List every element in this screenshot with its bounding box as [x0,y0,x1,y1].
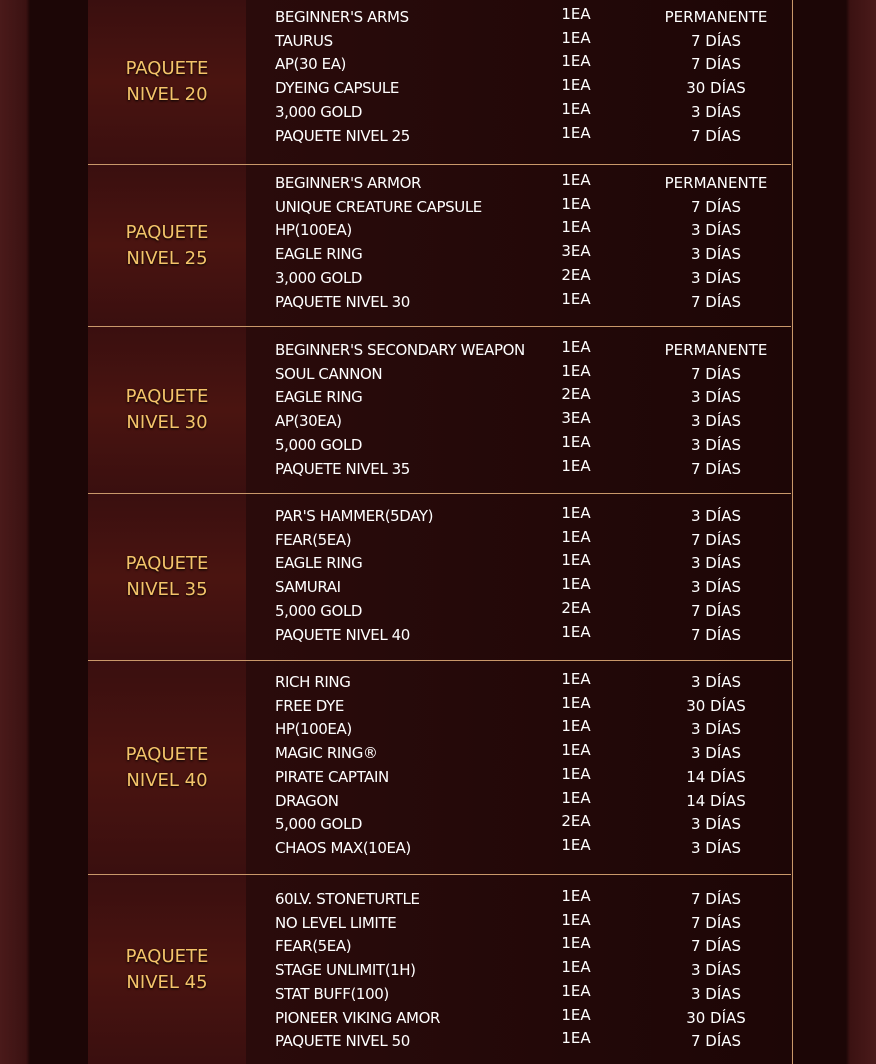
item-name: EAGLE RING [275,554,363,573]
package-label-line2: NIVEL 20 [126,84,208,105]
item-name: EAGLE RING [275,388,363,407]
item-row [246,28,791,56]
item-name: RICH RING [275,673,351,691]
item-quantity: 2EA [561,385,591,404]
item-row [246,99,791,127]
item-quantity: 1EA [561,456,591,475]
item-duration: 7 DÍAS [690,31,742,50]
item-row [246,123,791,151]
item-quantity: 1EA [561,764,591,783]
item-name: TAURUS [275,31,333,50]
package-items [246,327,791,493]
item-row [246,76,791,103]
item-name: PAQUETE NIVEL 30 [275,292,410,311]
item-name: DYEING CAPSULE [275,79,399,98]
item-duration: 3 DÍAS [690,507,742,525]
package-label-line1: PAQUETE [125,221,209,243]
item-row [246,887,791,914]
item-name: 60LV. STONETURTLE [275,890,420,908]
item-name: AP(30 EA) [275,55,347,74]
package-label-line2: NIVEL 40 [126,769,208,791]
item-quantity: 2EA [561,812,591,831]
item-duration: 3 DÍAS [690,578,742,597]
item-name: UNIQUE CREATURE CAPSULE [275,197,482,216]
item-quantity: 1EA [561,551,591,570]
item-row [246,361,791,389]
item-row [246,5,791,32]
item-row [246,218,791,245]
package-items [246,165,791,326]
package-label-line2: NIVEL 45 [126,971,208,993]
item-name: PAQUETE NIVEL 50 [275,1032,410,1051]
item-name: SOUL CANNON [275,364,383,383]
package-label-line1: PAQUETE [125,743,209,765]
item-duration: 7 DÍAS [690,55,742,74]
item-quantity: 3EA [561,242,591,261]
item-duration: 3 DÍAS [690,102,742,121]
item-row [246,171,791,198]
item-quantity: 1EA [561,835,591,854]
item-duration: 3 DÍAS [690,388,742,407]
item-duration: 7 DÍAS [690,913,742,932]
item-quantity: 1EA [561,338,591,356]
item-name: PAQUETE NIVEL 35 [275,459,410,478]
item-quantity: 1EA [561,887,591,905]
item-quantity: 1EA [561,934,591,953]
item-quantity: 2EA [561,265,591,284]
item-duration: 30 DÍAS [686,79,746,98]
package-label-line2: NIVEL 35 [126,579,208,600]
item-duration: 14 DÍAS [686,767,746,786]
item-row [246,432,791,460]
item-name: FREE DYE [275,696,344,715]
package-label-cell [88,0,246,164]
item-name: STAT BUFF(100) [275,984,389,1003]
item-row [246,551,791,578]
item-quantity: 1EA [561,788,591,807]
item-name: FEAR(5EA) [275,530,352,549]
item-quantity: 1EA [561,693,591,712]
item-name: 5,000 GOLD [275,815,363,834]
item-row [246,693,791,721]
item-quantity: 1EA [561,194,591,213]
item-name: PIRATE CAPTAIN [275,767,389,786]
package-label-line2: NIVEL 30 [126,412,208,433]
item-duration: 3 DÍAS [690,815,742,834]
item-duration: 3 DÍAS [690,744,742,763]
item-row [246,622,791,650]
item-row [246,788,791,816]
item-quantity: 1EA [561,218,591,237]
item-row [246,527,791,555]
item-row [246,741,791,768]
item-row [246,52,791,79]
item-row [246,598,791,626]
item-row [246,504,791,531]
item-quantity: 2EA [561,598,591,617]
item-duration: 3 DÍAS [690,435,742,454]
item-quantity: 1EA [561,910,591,929]
item-row [246,456,791,484]
package-section [88,660,791,874]
package-items [246,494,791,660]
item-duration: 3 DÍAS [690,961,742,980]
item-row [246,385,791,412]
item-name: 5,000 GOLD [275,601,363,620]
item-row [246,409,791,436]
item-duration: 7 DÍAS [690,625,742,644]
item-row [246,812,791,839]
package-label-cell [88,327,246,493]
package-label [126,220,209,272]
item-quantity: 1EA [561,432,591,451]
item-duration: PERMANENTE [664,8,768,26]
item-row [246,958,791,985]
item-duration: PERMANENTE [664,341,768,359]
package-label-cell [88,165,246,326]
item-quantity: 1EA [561,575,591,594]
item-name: PAQUETE NIVEL 40 [275,625,410,644]
item-row [246,289,791,317]
package-section [88,493,791,660]
package-label [126,551,209,603]
item-duration: 3 DÍAS [690,984,742,1003]
item-quantity: 1EA [561,289,591,308]
item-row [246,670,791,697]
package-items [246,0,791,164]
package-section [88,164,791,326]
package-label-line2: NIVEL 25 [126,247,208,269]
item-quantity: 1EA [561,123,591,142]
item-duration: 7 DÍAS [690,197,742,216]
package-label-line1: PAQUETE [125,945,209,967]
package-items [246,661,791,874]
item-duration: 14 DÍAS [686,791,746,810]
item-duration: 3 DÍAS [690,838,742,857]
item-duration: 7 DÍAS [690,601,742,620]
item-name: STAGE UNLIMIT(1H) [275,961,416,980]
package-label-cell [88,875,246,1064]
item-duration: PERMANENTE [664,174,768,192]
item-quantity: 1EA [561,76,591,95]
item-duration: 7 DÍAS [690,364,742,383]
item-name: PAQUETE NIVEL 25 [275,126,410,145]
item-quantity: 1EA [561,5,591,23]
item-name: SAMURAI [275,578,341,597]
item-row [246,717,791,744]
item-duration: 7 DÍAS [690,890,742,908]
package-label-line1: PAQUETE [125,553,209,574]
item-duration: 3 DÍAS [690,673,742,691]
item-quantity: 1EA [561,52,591,71]
item-name: PIONEER VIKING AMOR [275,1008,441,1027]
item-name: HP(100EA) [275,221,352,240]
item-duration: 3 DÍAS [690,412,742,431]
item-duration: 30 DÍAS [686,696,746,715]
item-duration: 3 DÍAS [690,720,742,739]
item-quantity: 1EA [561,527,591,546]
item-duration: 7 DÍAS [690,1032,742,1051]
item-quantity: 1EA [561,670,591,688]
item-duration: 7 DÍAS [690,126,742,145]
item-name: 5,000 GOLD [275,435,363,454]
package-label-cell [88,661,246,874]
package-section [88,0,791,164]
item-name: CHAOS MAX(10EA) [275,838,411,857]
item-row [246,910,791,938]
package-label [126,384,209,436]
item-row [246,575,791,602]
item-name: FEAR(5EA) [275,937,352,956]
item-name: BEGINNER'S ARMS [275,8,409,26]
item-name: 3,000 GOLD [275,102,363,121]
package-items [246,875,791,1064]
package-label-cell [88,494,246,660]
item-duration: 7 DÍAS [690,937,742,956]
item-quantity: 1EA [561,1029,591,1048]
item-quantity: 1EA [561,99,591,118]
package-section [88,326,791,493]
package-label-line1: PAQUETE [125,386,209,407]
package-label-line1: PAQUETE [125,58,209,79]
package-label [126,56,209,108]
item-name: NO LEVEL LIMITE [275,913,397,932]
item-quantity: 1EA [561,504,591,522]
item-quantity: 1EA [561,28,591,47]
item-duration: 3 DÍAS [690,245,742,264]
item-duration: 3 DÍAS [690,221,742,240]
item-name: BEGINNER'S ARMOR [275,174,422,192]
item-quantity: 1EA [561,1005,591,1024]
item-quantity: 1EA [561,717,591,736]
item-row [246,764,791,792]
package-section [88,874,791,1064]
item-duration: 3 DÍAS [690,554,742,573]
item-duration: 30 DÍAS [686,1008,746,1027]
item-row [246,242,791,269]
item-quantity: 1EA [561,958,591,977]
item-row [246,265,791,293]
item-row [246,1005,791,1033]
item-name: 3,000 GOLD [275,268,363,287]
package-label [126,742,209,794]
item-name: DRAGON [275,791,339,810]
item-name: PAR'S HAMMER(5DAY) [275,507,434,525]
item-name: BEGINNER'S SECONDARY WEAPON [275,341,525,359]
item-row [246,934,791,961]
item-name: EAGLE RING [275,245,363,264]
item-quantity: 1EA [561,981,591,1000]
item-row [246,194,791,222]
item-name: HP(100EA) [275,720,352,739]
item-row [246,835,791,863]
item-quantity: 1EA [561,171,591,189]
item-duration: 7 DÍAS [690,530,742,549]
item-row [246,1029,791,1056]
item-row [246,338,791,365]
package-label [126,944,209,996]
item-name: AP(30EA) [275,412,342,431]
item-duration: 7 DÍAS [690,292,742,311]
item-quantity: 3EA [561,409,591,428]
item-quantity: 1EA [561,361,591,380]
item-name: MAGIC RING® [275,744,378,763]
item-row [246,981,791,1009]
item-duration: 7 DÍAS [690,459,742,478]
item-quantity: 1EA [561,622,591,641]
item-quantity: 1EA [561,741,591,760]
item-duration: 3 DÍAS [690,268,742,287]
